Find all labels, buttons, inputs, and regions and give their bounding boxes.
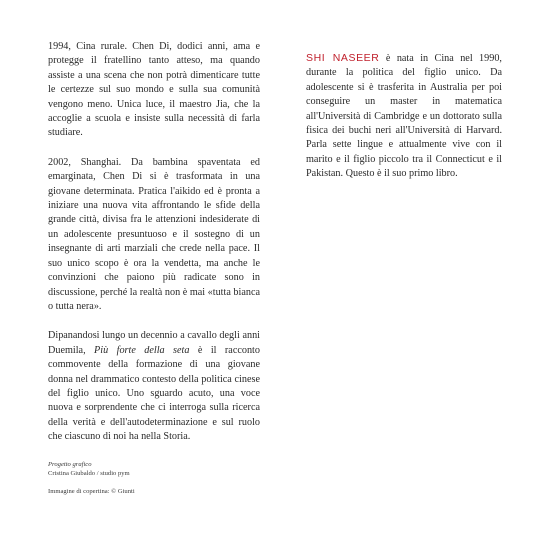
author-name: SHI NASEER bbox=[306, 52, 380, 64]
graphic-design-label: Progetto grafico bbox=[48, 461, 92, 468]
author-column bbox=[306, 51, 502, 182]
author-bio: è nata in Cina nel 1990, durante la politica del figlio unico. Da adolescente si è trasferita in Australia per poi conseguire un master in matematica all'Università di Cambridge e un dottorato sulla fisica dei buchi neri all'Università di Harvard. Parla sette lingue e attualmente vive con il marito e il figlio piccolo tra il Connecticut e il Pakistan. Questo è il suo primo libro. bbox=[306, 53, 502, 180]
author-bio-paragraph bbox=[306, 51, 502, 182]
synopsis-paragraph-3-intro: Dipanandosi lungo un decennio a cavallo degli anni Duemila, bbox=[48, 330, 260, 356]
synopsis-column bbox=[48, 40, 260, 460]
cover-image-credit: Immagine di copertina: © Giunti bbox=[48, 488, 135, 495]
graphic-design-credit: Cristina Giubaldo / studio pym bbox=[48, 470, 130, 477]
credits-block bbox=[48, 460, 248, 496]
book-title: Più forte della seta bbox=[94, 344, 190, 356]
credits-spacer bbox=[48, 478, 248, 487]
synopsis-paragraph-3-rest: è il racconto commovente della formazione di una giovane donna nel drammatico contesto della politica cinese del figlio unico. Uno sguardo acuto, una voce nuova e sorprendente che ci interroga sulla ricerca della verità e dell'autodeterminazione e sul ruolo che ciascuno di noi ha nella Storia. bbox=[48, 344, 260, 443]
synopsis-paragraph-3 bbox=[48, 329, 260, 444]
synopsis-paragraph-2: 2002, Shanghai. Da bambina spaventata ed emarginata, Chen Di si è trasformata in una giovane determinata. Pratica l'aikido ed è pronta a iniziare una nuova vita affrontando le sfide della grande città, divisa fra le attenzioni indesiderate di un adolescente presuntuoso e il sostegno di un insegnante di arti marziali che crede nella pace. Il suo unico scopo è ora la vendetta, ma anche le convinzioni che paiono più radicate sono in discussione, perché la realtà non è mai «tutta bianca o tutta nera». bbox=[48, 156, 260, 312]
synopsis-paragraph-1: 1994, Cina rurale. Chen Di, dodici anni, ama e protegge il fratellino tanto atteso, ma quando assiste a una scena che non potrà dimenticare tutte le certezze sul suo mondo e sulla sua comunità vengono meno. Unica luce, il maestro Jia, che la accoglie a scuola e insiste sulla necessità di farla studiare. bbox=[48, 41, 260, 139]
